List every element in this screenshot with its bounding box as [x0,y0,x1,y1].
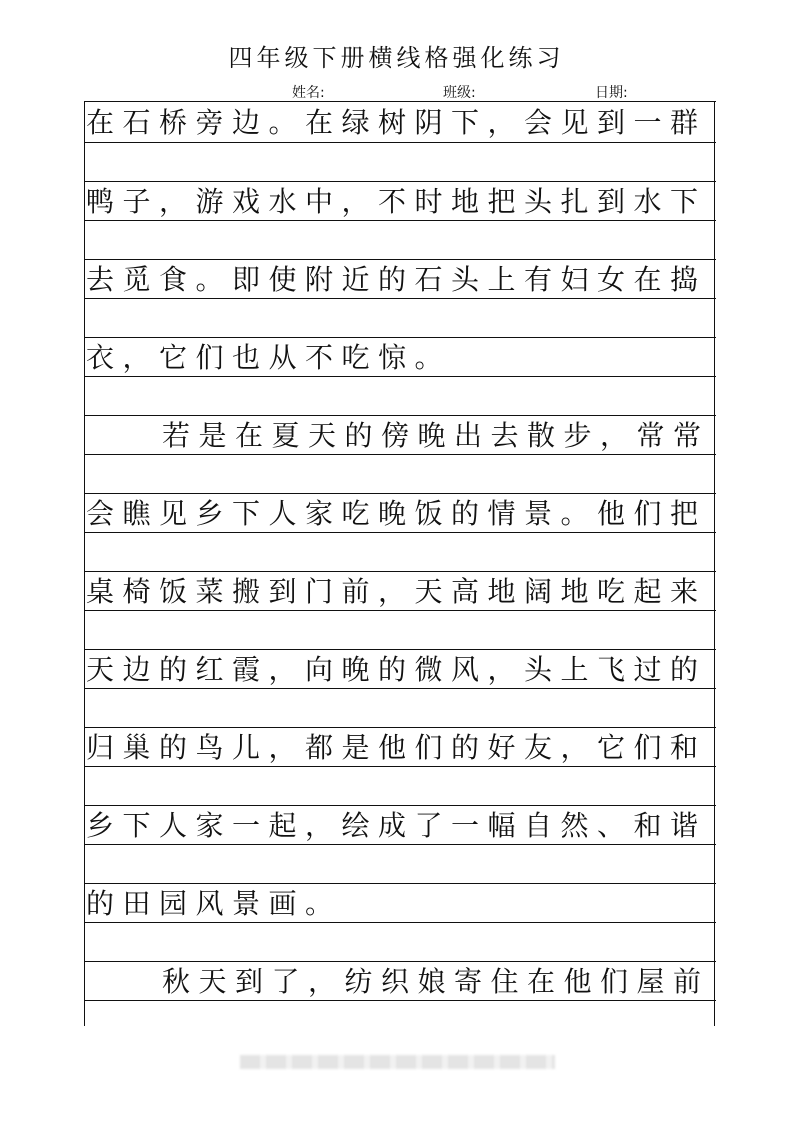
row-text: 若是在夏天的傍晚出去散步，常常 [162,419,710,452]
rule-line [84,142,716,143]
text-row [84,649,716,689]
row-text: 鸭子，游戏水中，不时地把头扎到水下 [86,185,707,218]
row-text: 秋天到了，纺织娘寄住在他们屋前 [162,965,710,998]
row-text: 会瞧见乡下人家吃晚饭的情景。他们把 [86,497,707,530]
text-row [84,883,716,923]
row-text: 归巢的鸟儿，都是他们的好友，它们和 [86,731,707,764]
text-row [84,727,716,767]
text-row [84,337,716,377]
row-text: 桌椅饭菜搬到门前，天高地阔地吃起来 [86,575,707,608]
page-title: 四年级下册横线格强化练习 [228,44,565,72]
student-info-bar [0,82,793,102]
text-row [84,102,716,142]
blurred-footer-watermark [240,1055,555,1069]
text-row [84,571,716,611]
name-label: 姓名: [292,85,325,101]
text-row [84,181,716,221]
row-text: 在石桥旁边。在绿树阴下，会见到一群 [86,106,707,139]
row-text: 衣，它们也从不吃惊。 [86,341,452,374]
text-row [84,805,716,845]
row-text: 的田园风景画。 [86,887,342,920]
row-text: 去觅食。即使附近的石头上有妇女在捣 [86,263,707,296]
row-text: 乡下人家一起，绘成了一幅自然、和谐 [86,809,707,842]
date-label: 日期: [595,85,628,101]
row-text: 天边的红霞，向晚的微风，头上飞过的 [86,653,707,686]
text-row [84,493,716,533]
text-row [84,259,716,299]
text-row [84,415,716,455]
text-row [84,961,716,1001]
class-label: 班级: [443,85,476,101]
